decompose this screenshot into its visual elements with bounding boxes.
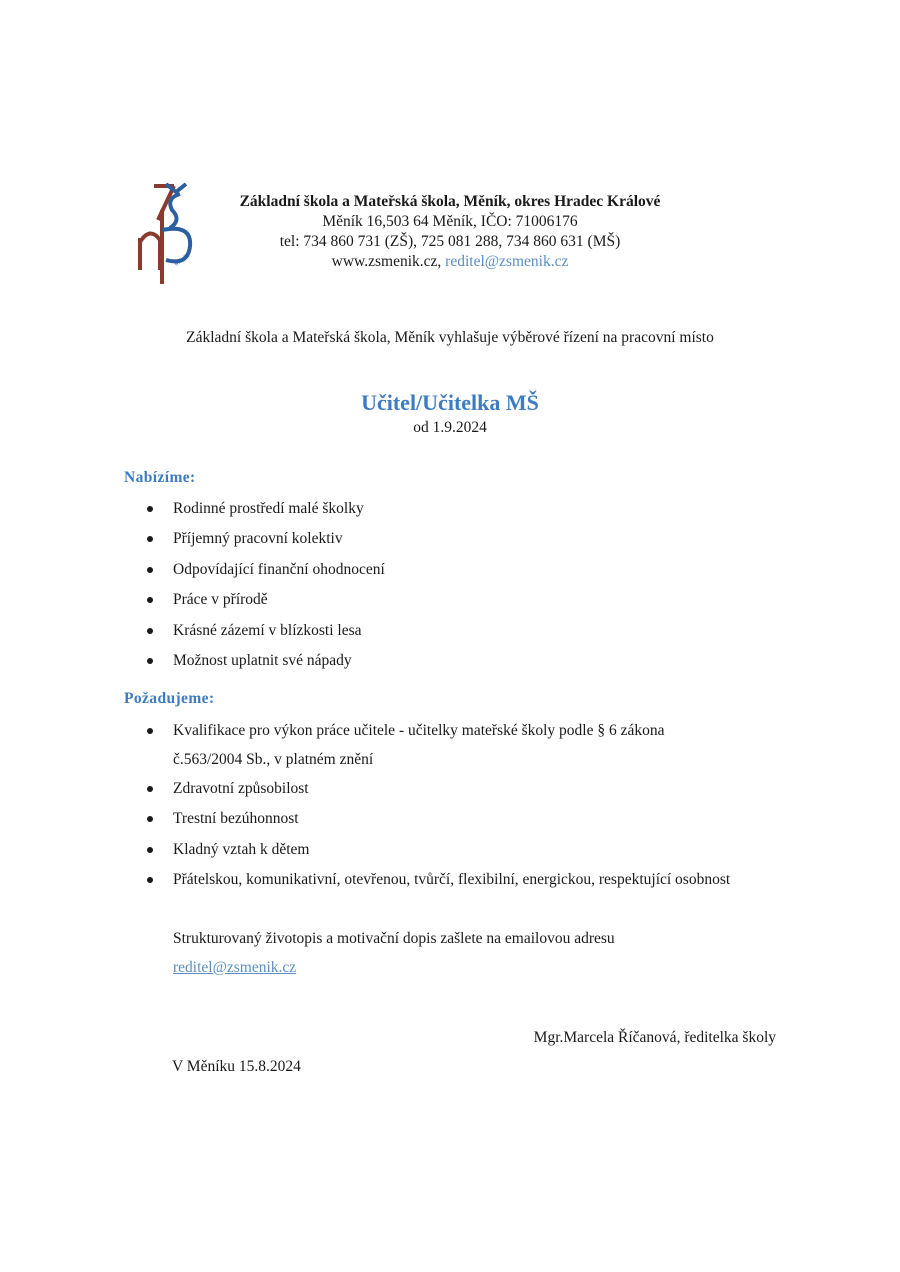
requirements-heading: Požadujeme: [124, 690, 215, 707]
bullet-icon [147, 877, 153, 883]
requirements-list [0, 716, 900, 896]
bullet-icon [147, 536, 153, 542]
offer-item [0, 555, 900, 585]
application-instructions: Strukturovaný životopis a motivační dopis zašlete na emailovou adresu [173, 930, 615, 947]
school-address: Měník 16,503 64 Měník, IČO: 71006176 [322, 213, 578, 230]
offer-item [0, 585, 900, 615]
logo-text: Měník [173, 253, 191, 268]
requirement-item [0, 716, 900, 774]
requirement-item [0, 774, 900, 804]
school-logo [132, 180, 204, 288]
school-phones: tel: 734 860 731 (ZŠ), 725 081 288, 734 860 631 (MŠ) [279, 233, 621, 250]
bullet-icon [147, 506, 153, 512]
school-name: Základní škola a Mateřská škola, Měník, okres Hradec Králové [239, 193, 661, 210]
logo-mark-blue [162, 184, 190, 261]
offer-list [0, 494, 900, 676]
requirement-item-text: Kladný vztah k dětem [173, 840, 310, 858]
letterhead [210, 192, 690, 272]
school-contacts [210, 252, 690, 272]
bullet-icon [147, 786, 153, 792]
bullet-icon [147, 567, 153, 573]
position-title: Učitel/Učitelka MŠ [361, 390, 539, 415]
bullet-icon [147, 847, 153, 853]
offer-item-text: Možnost uplatnit své nápady [173, 651, 352, 669]
bullet-icon [147, 728, 153, 734]
requirement-item-text: Přátelskou, komunikativní, otevřenou, tvůrčí, flexibilní, energickou, respektující osobnost [173, 871, 731, 889]
offer-item [0, 524, 900, 554]
position-start-date: od 1.9.2024 [413, 419, 487, 436]
header-email-link[interactable]: reditel@zsmenik.cz [445, 253, 569, 270]
requirement-item [0, 835, 900, 865]
requirement-item-text: Kvalifikace pro výkon práce učitele - učitelky mateřské školy podle § 6 zákona [173, 722, 665, 739]
offer-heading: Nabízíme: [124, 469, 196, 486]
offer-item-text: Krásné zázemí v blízkosti lesa [173, 621, 362, 639]
offer-item-text: Práce v přírodě [173, 591, 268, 609]
bullet-icon [147, 597, 153, 603]
website-link[interactable]: www.zsmenik.cz, [331, 253, 442, 270]
offer-item [0, 646, 900, 676]
application-email-link[interactable]: reditel@zsmenik.cz [173, 959, 297, 976]
place-date: V Měníku 15.8.2024 [172, 1058, 301, 1075]
requirement-item-text: Zdravotní způsobilost [173, 780, 309, 797]
bullet-icon [147, 658, 153, 664]
offer-item-text: Příjemný pracovní kolektiv [173, 530, 343, 548]
offer-item [0, 616, 900, 646]
requirement-item [0, 865, 900, 895]
requirement-item-text-continued: č.563/2004 Sb., v platném znění [173, 751, 374, 768]
bullet-icon [147, 628, 153, 634]
signature: Mgr.Marcela Říčanová, ředitelka školy [533, 1029, 776, 1046]
requirement-item [0, 804, 900, 834]
offer-item [0, 494, 900, 524]
requirement-item-text: Trestní bezúhonnost [173, 810, 299, 828]
bullet-icon [147, 816, 153, 822]
offer-item-text: Odpovídající finanční ohodnocení [173, 560, 385, 578]
announcement-text: Základní škola a Mateřská škola, Měník vyhlašuje výběrové řízení na pracovní místo [186, 329, 714, 346]
offer-item-text: Rodinné prostředí malé školky [173, 500, 364, 517]
